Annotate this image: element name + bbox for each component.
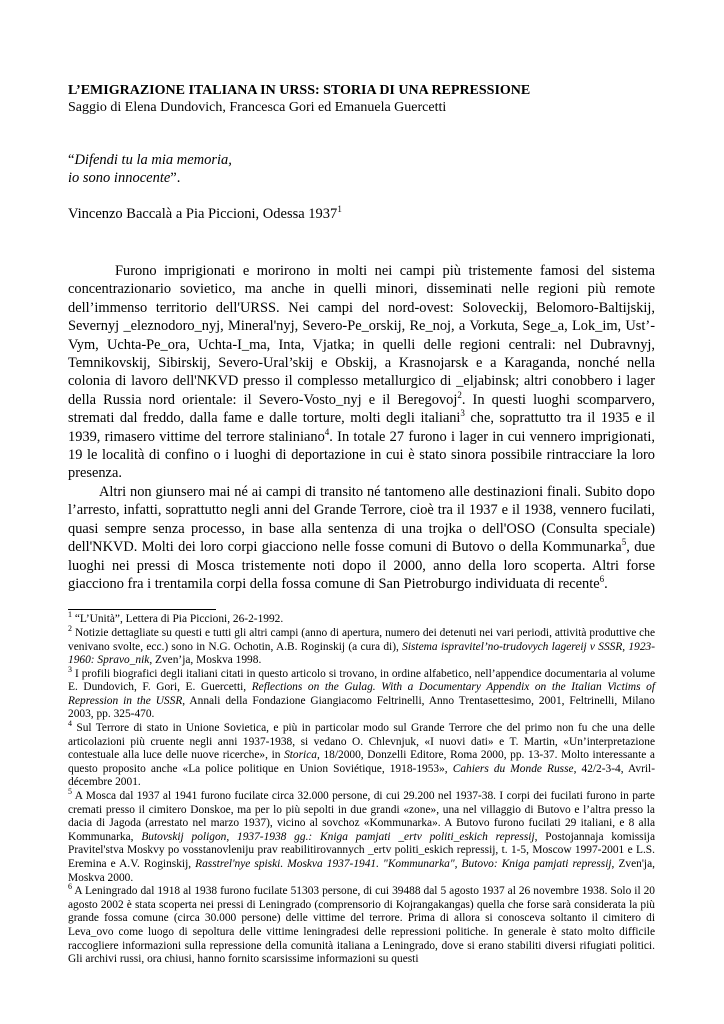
- footnote-1: [68, 610, 655, 627]
- footnote-number: 1: [68, 610, 72, 620]
- footnote-ref-6[interactable]: 6: [599, 574, 605, 585]
- document-page: [68, 82, 655, 967]
- footnote-number: 5: [68, 787, 72, 797]
- paragraph-1: [68, 262, 655, 483]
- footnote-number: 3: [68, 664, 72, 674]
- footnote-book-title: Rasstrel'nye spiski. Moskva 1937-1941. "Kommunarka", Butovo: Kniga pamjati repressij: [195, 858, 612, 870]
- footnote-6: [68, 882, 655, 967]
- footnote-book-title: Reflections on the Gulag. With a Documentary Appendix on the Italian Victims of Repression in the USSR: [68, 681, 655, 707]
- footnote-text: , Annali della Fondazione Giangiacomo Feltrinelli, Anno Trentasettesimo, 2001, Feltrinelli, Milano 2003, pp. 325-470.: [68, 694, 655, 721]
- footnote-ref-5[interactable]: 5: [621, 537, 627, 548]
- footnote-ref-3[interactable]: 3: [460, 408, 465, 419]
- epigraph-line-1: Difendi tu la mia memoria,: [74, 152, 232, 168]
- epigraph-open-quote: “: [68, 152, 75, 168]
- footnote-journal-title: Cahiers du Monde Russe: [452, 762, 574, 775]
- footnote-text: Notizie dettagliate su questi e tutti gli altri campi (anno di apertura, numero dei detenuti nei vari periodi, attività produttive che venivano svolte, ecc.) sono in N.G. Ochotin, A.B. Roginskij (a cura di),: [68, 626, 655, 653]
- footnote-text: I profili biografici degli italiani citati in questo articolo si trovano, in ordine alfabetico, nell’appendice documentaria al volume E. Dundovich, F. Gori, E. Guercetti,: [68, 667, 655, 694]
- footnote-text: , Zven’ja, Moskva 1998.: [149, 654, 262, 667]
- epigraph-close-quote: ”.: [170, 170, 181, 186]
- paragraph-2-text-a: Altri non giunsero mai né ai campi di transito né tantomeno alle destinazioni finali. Subito dopo l’arresto, infatti, soprattutto negli anni del Grande Terrore, cioè tra il 1937 e il 1938, vennero fucilati, quasi sempre senza processo, in base alla sentenza di una trojka o dell'OSO (Consulta speciale) dell'NKVD. Molti dei loro corpi giacciono nelle fosse comuni di Butovo o della Kommunarka: [68, 483, 655, 556]
- paragraph-1-text-c: che, soprattutto tra il 1935 e il 1939, rimasero vittime del terrore staliniano: [68, 410, 655, 445]
- footnote-number: 6: [68, 882, 72, 892]
- paragraph-2-text-c: .: [604, 575, 608, 592]
- paragraph-1-text-b: . In questi luoghi scomparvero, stremati dal freddo, dalla fame e dalle torture, molti degli italiani: [68, 391, 655, 427]
- footnote-ref-1[interactable]: 1: [337, 204, 342, 215]
- footnote-separator: [68, 609, 216, 610]
- footnote-ref-2[interactable]: 2: [457, 390, 462, 401]
- footnote-5: [68, 787, 655, 885]
- footnote-book-title: Butovskij poligon, 1937-1938 gg.: Kniga pamjati _ertv politi_eskich repressij: [141, 830, 535, 843]
- document-title: L’EMIGRAZIONE ITALIANA IN URSS: STORIA DI UNA REPRESSIONE: [68, 83, 531, 98]
- article-body: [68, 262, 655, 593]
- footnote-ref-4[interactable]: 4: [324, 426, 330, 437]
- footnotes: [68, 610, 656, 966]
- footnote-text: A Leningrado dal 1918 al 1938 furono fucilate 51303 persone, di cui 39488 dal 5 agosto 1937 al 26 novembre 1938. Solo il 20 agosto 2002 è stata scoperta nei pressi di Leningrado (comprensorio di Kojrangakangas) quella che forse sarà considerata la più grande fossa comune (circa 30.000 persone) delle vittime del terrore. Prima di allora si conosceva soltanto il cimitero di Leva_ovo come luogo di sepoltura delle vittime leningradesi delle repressioni politiche. In generale è stato molto difficile raccogliere informazioni sulla repressione della comunità italiana a Leningrado, dove si erano stabiliti diversi rifugiati politici. Gli archivi russi, ora chiusi, hanno fornito scarsissime informazioni su questi: [68, 885, 655, 966]
- footnote-number: 2: [68, 624, 72, 634]
- footnote-text: “L’Unità”, Lettera di Pia Piccioni, 26-2-1992.: [72, 613, 284, 626]
- paragraph-2-text-b: , due luoghi nei pressi di Mosca tristemente noti dopo il 2000, anno della loro scoperta. Altri forse giacciono fra i trentamila corpi della fossa comune di San Pietroburgo individuata di recente: [68, 539, 655, 592]
- paragraph-1-text-a: Furono imprigionati e morirono in molti nei campi più tristemente famosi del sistema concentrazionario sovietico, ma anche in quelli minori, disseminati nelle regioni più remote dell’immenso territorio dell'URSS. Nei campi del nord-ovest: Soloveckij, Belomoro-Baltijskij, Severnyj _eleznodoro_nyj, Mineral'nyj, Severo-Pe_orskij, Re_noj, a Vorkuta, Sege_a, Lok_im, Ust’-Vym, Uchta-Pe_ora, Uchta-I_ma, Inta, Vjatka; in quelli delle regioni centrali: nel Dubravnyj, Temnikovskij, Sibirskij, Severo-Ural’skij e Obskij, a Krasnojarsk e a Karaganda, nonché nella colonia di lavoro dell'NKVD presso il complesso metallurgico di _eljabinsk; altri conobbero i lager della Russia nord orientale: il Severo-Vosto_nyj e il Beregovoj: [68, 263, 655, 408]
- footnote-4: [68, 719, 656, 790]
- footnote-2: [68, 624, 656, 668]
- footnote-text: A Mosca dal 1937 al 1941 furono fucilate circa 32.000 persone, di cui 29.200 nel 1937-38. I corpi dei fucilati furono in parte cremati presso il cimitero Donskoe, ma per lo più sepolti in due grandi «zone», una nel villaggio di Butovo e l’altra presso la dacia di Jagoda (arrestato nel marzo 1937), vicino al sovchoz «Kommunarka». A Butovo furono fucilati 29 italiani, e 8 alla Kommunarka,: [68, 790, 655, 843]
- footnote-journal-title: Storica: [284, 749, 317, 762]
- footnote-text: Sul Terrore di stato in Unione Sovietica, e più in particolar modo sul Grande Terrore che del primo non fu che una delle articolazioni più cruente negli anni 1937-1938, si vedano O. Chlevnjuk, «I nuovi dati» e T. Martin, «Un’interpretazione contestuale alla luce delle nuove ricerche», in: [68, 722, 655, 762]
- footnote-3: [68, 664, 655, 722]
- footnote-number: 4: [68, 719, 72, 729]
- footnote-text: , Zven'ja, Moskva 2000.: [68, 858, 655, 884]
- epigraph: [68, 151, 655, 187]
- paragraph-1-text-d: . In totale 27 furono i lager in cui vennero imprigionati, 19 le località di confino o i luoghi di deportazione in cui è stato sinora possibile rintracciare la loro presenza.: [68, 428, 655, 482]
- document-subtitle: Saggio di Elena Dundovich, Francesca Gori ed Emanuela Guercetti: [68, 100, 447, 115]
- epigraph-line-2: io sono innocente: [68, 170, 171, 186]
- dedication: [68, 205, 655, 223]
- footnote-text: , 18/2000, Donzelli Editore, Roma 2000, pp. 13-37. Molto interessante a questo proposito anche «La police politique en Union Soviétique, 1918-1953»,: [68, 749, 655, 775]
- dedication-text: Vincenzo Baccalà a Pia Piccioni, Odessa 1937: [68, 206, 338, 222]
- footnote-text: , Postojannaja komissija Pravitel'stva Moskvy po vosstanovleniju prav reabilitirovannych _ertv politi_eskich repressij, t. 1-5, Moscow 1997-2001 e L.S. Eremina e A.V. Roginskij,: [68, 830, 655, 870]
- footnote-book-title: Sistema ispravitel’no-trudovych lagereij v SSSR, 1923-1960: Spravo_nik: [68, 640, 656, 667]
- footnote-text: , 42/2-3-4, Avril-décembre 2001.: [68, 762, 656, 789]
- paragraph-2: [68, 483, 655, 593]
